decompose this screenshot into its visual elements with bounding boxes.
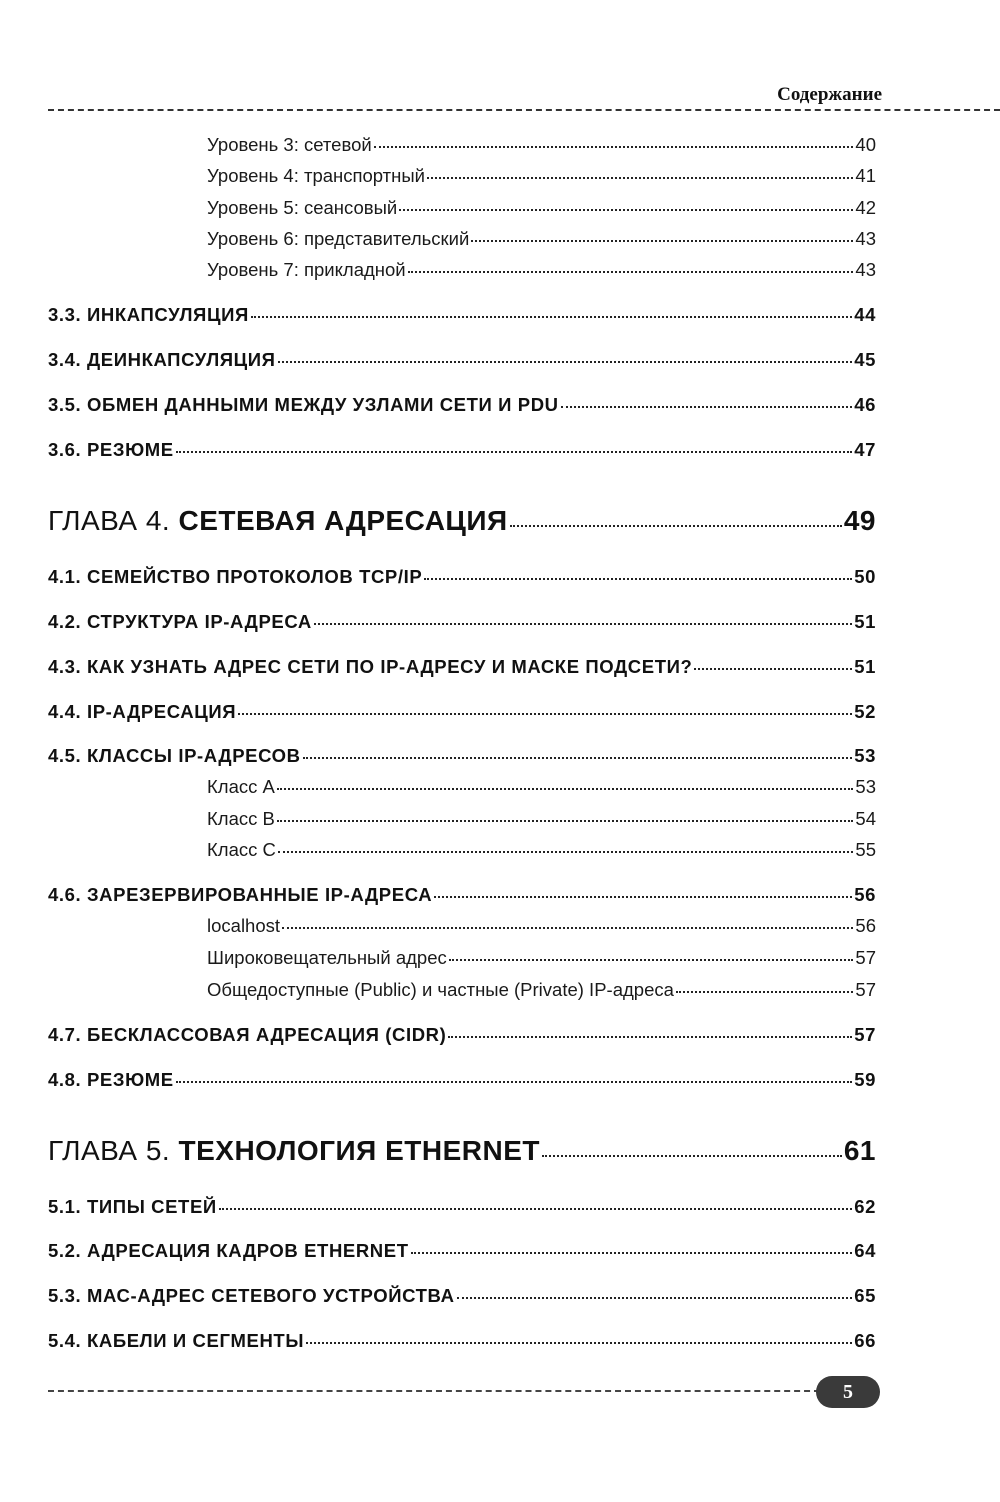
- toc-entry-title: 4.5. КЛАССЫ IP-АДРЕСОВ: [48, 745, 301, 766]
- toc-entry-page: 54: [855, 808, 876, 829]
- toc-entry-level3[interactable]: [207, 134, 876, 156]
- dot-leader: [277, 819, 854, 822]
- toc-entry-title: 4.3. КАК УЗНАТЬ АДРЕС СЕТИ ПО IP-АДРЕСУ И МАСКЕ ПОДСЕТИ?: [48, 656, 693, 677]
- toc-entry-page: 49: [843, 505, 876, 536]
- dot-leader: [408, 270, 854, 273]
- toc-entry-title: 5.4. КАБЕЛИ И СЕГМЕНТЫ: [48, 1330, 305, 1351]
- toc-entry-page: 57: [855, 979, 876, 1000]
- toc-section-5-1[interactable]: [48, 1196, 876, 1218]
- dot-leader: [277, 787, 854, 790]
- dot-leader: [561, 405, 853, 408]
- dot-leader: [219, 1207, 852, 1210]
- toc-entry-page: 57: [854, 1024, 876, 1045]
- dot-leader: [471, 239, 853, 242]
- toc-entry-class-c[interactable]: [207, 839, 876, 861]
- toc-entry-page: 59: [854, 1069, 876, 1090]
- toc-entry-page: 50: [854, 566, 876, 587]
- toc-entry-broadcast[interactable]: [207, 947, 876, 969]
- toc-entry-title: 3.3. ИНКАПСУЛЯЦИЯ: [48, 304, 249, 325]
- toc-section-4-5[interactable]: [48, 745, 876, 767]
- chapter-name: СЕТЕВАЯ АДРЕСАЦИЯ: [178, 505, 508, 536]
- dot-leader: [542, 1154, 842, 1157]
- dot-leader: [694, 667, 852, 670]
- dot-leader: [374, 145, 854, 148]
- toc-entry-title: 4.4. IP-АДРЕСАЦИЯ: [48, 701, 237, 722]
- dot-leader: [278, 850, 854, 853]
- dot-leader: [510, 524, 842, 527]
- toc-entry-title: Класс А: [207, 776, 275, 797]
- toc-section-3-5[interactable]: [48, 394, 876, 416]
- toc-entry-page: 44: [854, 304, 876, 325]
- toc-entry-title: localhost: [207, 915, 281, 936]
- toc-section-3-4[interactable]: [48, 349, 876, 371]
- toc-entry-title: Уровень 5: сеансовый: [207, 197, 398, 218]
- toc-entry-page: 45: [854, 349, 876, 370]
- toc-entry-title: 4.7. БЕСКЛАССОВАЯ АДРЕСАЦИЯ (CIDR): [48, 1024, 447, 1045]
- toc-entry-title: 4.2. СТРУКТУРА IP-АДРЕСА: [48, 611, 312, 632]
- toc-entry-page: 65: [854, 1285, 876, 1306]
- toc-entry-title: 4.6. ЗАРЕЗЕРВИРОВАННЫЕ IP-АДРЕСА: [48, 884, 433, 905]
- toc-chapter-title: [48, 1135, 540, 1167]
- toc-entry-page: 52: [854, 701, 876, 722]
- toc-entry-page: 55: [855, 839, 876, 860]
- toc-entry-page: 46: [854, 394, 876, 415]
- dot-leader: [676, 990, 854, 993]
- dot-leader: [457, 1296, 853, 1299]
- toc-entry-localhost[interactable]: [207, 915, 876, 937]
- toc-entry-page: 41: [855, 165, 876, 186]
- toc-entry-page: 53: [855, 776, 876, 797]
- dot-leader: [251, 315, 852, 318]
- toc-entry-page: 66: [854, 1330, 876, 1351]
- dot-leader: [427, 176, 853, 179]
- dot-leader: [306, 1341, 852, 1344]
- dot-leader: [434, 895, 852, 898]
- toc-entry-title: Класс В: [207, 808, 275, 829]
- toc-entry-page: 51: [854, 656, 876, 677]
- toc-entry-page: 56: [855, 915, 876, 936]
- toc-entry-page: 56: [854, 884, 876, 905]
- dot-leader: [399, 208, 853, 211]
- toc-entry-title: 4.1. СЕМЕЙСТВО ПРОТОКОЛОВ TCP/IP: [48, 566, 423, 587]
- toc-entry-page: 62: [854, 1196, 876, 1217]
- running-header-title: Содержание: [777, 84, 882, 105]
- toc-chapter-5[interactable]: [48, 1135, 876, 1167]
- toc-section-4-7[interactable]: [48, 1024, 876, 1046]
- toc-entry-title: 5.1. ТИПЫ СЕТЕЙ: [48, 1196, 217, 1217]
- toc-section-5-3[interactable]: [48, 1285, 876, 1307]
- toc-entry-title: 3.6. РЕЗЮМЕ: [48, 439, 174, 460]
- dot-leader: [238, 712, 852, 715]
- dot-leader: [424, 577, 852, 580]
- dot-leader: [176, 1080, 853, 1083]
- chapter-name: ТЕХНОЛОГИЯ ETHERNET: [178, 1135, 540, 1166]
- toc-section-4-3[interactable]: [48, 656, 876, 678]
- toc-section-5-2[interactable]: [48, 1240, 876, 1262]
- toc-entry-page: 43: [855, 259, 876, 280]
- toc-entry-title: 3.5. ОБМЕН ДАННЫМИ МЕЖДУ УЗЛАМИ СЕТИ И PDU: [48, 394, 559, 415]
- toc-entry-title: Уровень 4: транспортный: [207, 165, 425, 186]
- toc-entry-title: 4.8. РЕЗЮМЕ: [48, 1069, 174, 1090]
- toc-entry-class-b[interactable]: [207, 808, 876, 830]
- dot-leader: [303, 756, 853, 759]
- dot-leader: [449, 958, 854, 961]
- toc-entry-page: 53: [854, 745, 876, 766]
- toc-section-3-3[interactable]: [48, 304, 876, 326]
- toc-entry-title: 5.3. МАС-АДРЕС СЕТЕВОГО УСТРОЙСТВА: [48, 1285, 455, 1306]
- toc-entry-level4[interactable]: [207, 165, 876, 187]
- toc-chapter-4[interactable]: [48, 505, 876, 537]
- toc-entry-page: 57: [855, 947, 876, 968]
- toc-section-4-1[interactable]: [48, 566, 876, 588]
- toc-section-3-6[interactable]: [48, 439, 876, 461]
- dot-leader: [278, 360, 853, 363]
- toc-entry-level5[interactable]: [207, 197, 876, 219]
- toc-entry-title: Класс С: [207, 839, 276, 860]
- toc-entry-page: 61: [843, 1135, 876, 1166]
- toc-entry-title: Широковещательный адрес: [207, 947, 447, 968]
- toc-section-4-6[interactable]: [48, 884, 876, 906]
- toc-section-5-4[interactable]: [48, 1330, 876, 1352]
- toc-entry-level6[interactable]: [207, 228, 876, 250]
- toc-entry-title: Уровень 7: прикладной: [207, 259, 406, 280]
- dot-leader: [282, 926, 853, 929]
- toc-entry-title: Общедоступные (Public) и частные (Private) IP-адреса: [207, 979, 674, 1000]
- toc-entry-class-a[interactable]: [207, 776, 876, 798]
- toc-entry-title: 5.2. АДРЕСАЦИЯ КАДРОВ ETHERNET: [48, 1240, 409, 1261]
- page-number-badge: 5: [816, 1376, 880, 1408]
- toc-entry-page: 64: [854, 1240, 876, 1261]
- toc-entry-title: 3.4. ДЕИНКАПСУЛЯЦИЯ: [48, 349, 276, 370]
- dot-leader: [448, 1035, 852, 1038]
- chapter-prefix: ГЛАВА 5.: [48, 1135, 171, 1166]
- toc-entry-page: 47: [854, 439, 876, 460]
- toc-entry-public-private[interactable]: [207, 979, 876, 1001]
- toc-section-4-2[interactable]: [48, 611, 876, 633]
- footer-divider: [48, 1390, 820, 1392]
- toc-section-4-8[interactable]: [48, 1069, 876, 1091]
- toc-entry-page: 51: [854, 611, 876, 632]
- toc-section-4-4[interactable]: [48, 701, 876, 723]
- toc-entry-level7[interactable]: [207, 259, 876, 281]
- toc-entry-page: 42: [855, 197, 876, 218]
- toc-entry-title: Уровень 3: сетевой: [207, 134, 372, 155]
- toc-entry-page: 40: [855, 134, 876, 155]
- chapter-prefix: ГЛАВА 4.: [48, 505, 171, 536]
- toc-entry-title: Уровень 6: представительский: [207, 228, 470, 249]
- toc-chapter-title: [48, 505, 508, 537]
- dot-leader: [411, 1251, 853, 1254]
- dot-leader: [176, 450, 853, 453]
- toc-entry-page: 43: [855, 228, 876, 249]
- dot-leader: [314, 622, 852, 625]
- header-divider: [48, 109, 1000, 111]
